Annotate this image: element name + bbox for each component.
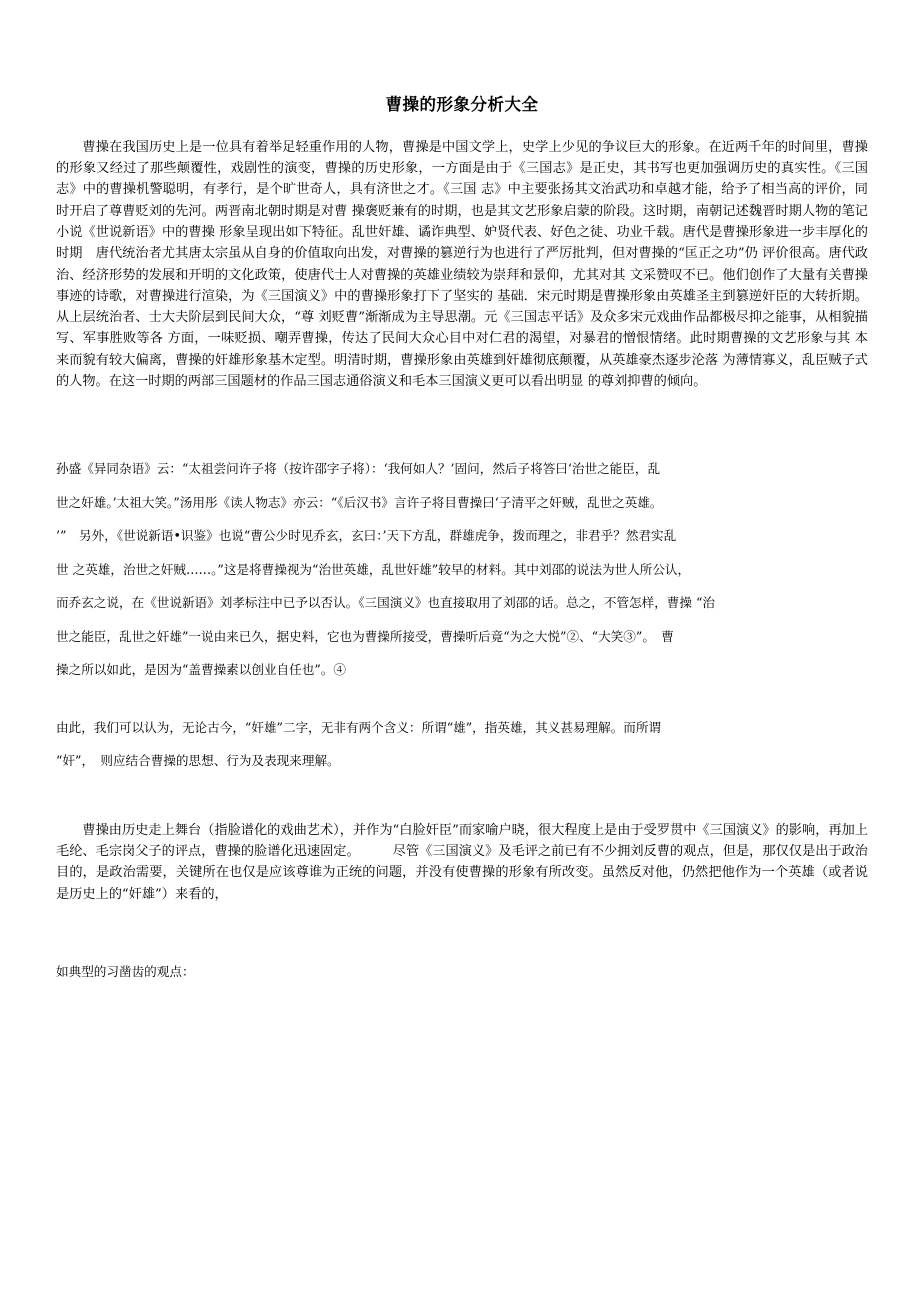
section-gap	[56, 905, 868, 955]
paragraph-line: 由此，我们可以认为，无论古今，“奸雄”二字，无非有两个含义：所谓“雄”，指英雄，其义甚易理解。而所谓	[56, 719, 662, 735]
quote-line: 孙盛《异同杂语》云：“太祖尝问许子将（按许邵字子将）：‘我何如人？’固问，然后子将答曰‘治世之能臣，乱	[56, 461, 661, 477]
quote-line: 世之能臣，乱世之奸雄”一说由来已久，据史料，它也为曹操所接受，曹操听后竟“为之大悦”②、“大笑③”。 曹	[56, 628, 674, 644]
section-gap	[56, 392, 868, 452]
quote-line: 而乔玄之说，在《世说新语》刘孝标注中已予以否认。《三国演义》也直接取用了刘邵的话。总之，不管怎样，曹操 “治	[56, 595, 716, 611]
paragraph-historical-image: 曹操在我国历史上是一位具有着举足轻重作用的人物，曹操是中国文学上，史学上少见的争议巨大的形象。在近两千年的时间里，曹操的形象又经过了那些颠覆性，戏剧性的演变，曹操的历史形象，一方面是由于《三国志》是正史，其书写也更加强调历史的真实性。《三国志》中的曹操机警聪明，有孝行，是个旷世奇人，具有济世之才。《三国 志》中主要张扬其文治武功和卓越才能，给予了相当高的评价，同时开启了尊曹贬刘的先河。两晋南北朝时期是对曹 操褒贬兼有的时期，也是其文艺形象启蒙的阶段。这时期，南朝记述魏晋时期人物的笔记小说《世说新语》中的曹操 形象呈现出如下特征。乱世奸雄、谲诈典型、妒贤代表、好色之徒、功业千载。唐代是曹操形象进一步丰厚化的时期 唐代统治者尤其唐太宗虽从自身的价值取向出发，对曹操的篡逆行为也进行了严厉批判，但对曹操的“匡正之功”仍 评价很高。唐代政治、经济形势的发展和开明的文化政策，使唐代士人对曹操的英雄业绩较为崇拜和景仰，尤其对其 文采赞叹不已。他们创作了大量有关曹操事迹的诗歌，对曹操进行渲染，为《三国演义》中的曹操形象打下了坚实的 基础．宋元时期是曹操形象由英雄圣主到篡逆奸臣的大转折期。从上层统治者、士大夫阶层到民间大众，“尊 刘贬曹”渐渐成为主导思潮。元《三国志平话》及众多宋元戏曲作品都极尽抑之能事，从相貌描写、军事胜败等各 方面，一味贬损、嘲弄曹操，传达了民间大众心目中对仁君的渴望，对暴君的憎恨情绪。此时期曹操的文艺形象与其 本来而貌有较大偏离，曹操的奸雄形象基木定型。明清时期，曹操形象由英雄到奸雄彻底颠覆，从英雄豪杰逐步沦落 为薄情寡义，乱臣贼子式的人物。在这一时期的两部三国题材的作品三国志通俗演义和毛本三国演义更可以看出明显 的尊刘抑曹的倾向。	[56, 139, 868, 390]
section-gap	[56, 778, 868, 798]
page-title: 曹操的形象分析大全	[385, 95, 539, 114]
quote-line: ’” 另外，《世说新语•识鉴》也说“曹公少时见乔玄，玄曰：’天下方乱，群雄虎争，拨而理之，非君乎？然君实乱	[56, 528, 677, 544]
quote-line: 世之奸雄。’太祖大笑。”汤用彤《读人物志》亦云：“《后汉书》言许子将目曹操曰‘子清平之奸贼，乱世之英雄。	[56, 494, 663, 510]
paragraph-opera-stage: 曹操由历史走上舞台（指脸谱化的戏曲艺术），并作为“白脸奸臣”而家喻户晓，很大程度上是由于受罗贯中《三国演义》的影响，再加上毛纶、毛宗岗父子的评点，曹操的脸谱化迅速固定。 尽管《三国演义》及毛评之前已有不少拥刘反曹的观点，但是，那仅仅是出于政治目的，是政治需要，关键所在也仅是应该尊谁为正统的问题，并没有使曹操的形象有所改变。虽然反对他，仍然把他作为一个英雄（或者说是历史上的“奸雄”）来看的，	[56, 822, 868, 902]
section-gap	[56, 687, 868, 711]
quote-line: 操之所以如此，是因为“盖曹操素以创业自任也”。④	[56, 662, 346, 678]
document-content	[56, 0, 868, 989]
paragraph-line: “奸”， 则应结合曹操的思想、行为及表现来理解。	[56, 753, 340, 769]
paragraph-xizaochi: 如典型的习凿齿的观点：	[56, 964, 195, 980]
quote-block-sunsheng	[56, 452, 868, 687]
paragraph-jianxiong-definition	[56, 711, 868, 778]
quote-line: 世 之英雄，治世之奸贼……。”这是将曹操视为“治世英雄，乱世奸雄”较早的材料。其中刘邵的说法为世人所公认，	[56, 561, 691, 577]
